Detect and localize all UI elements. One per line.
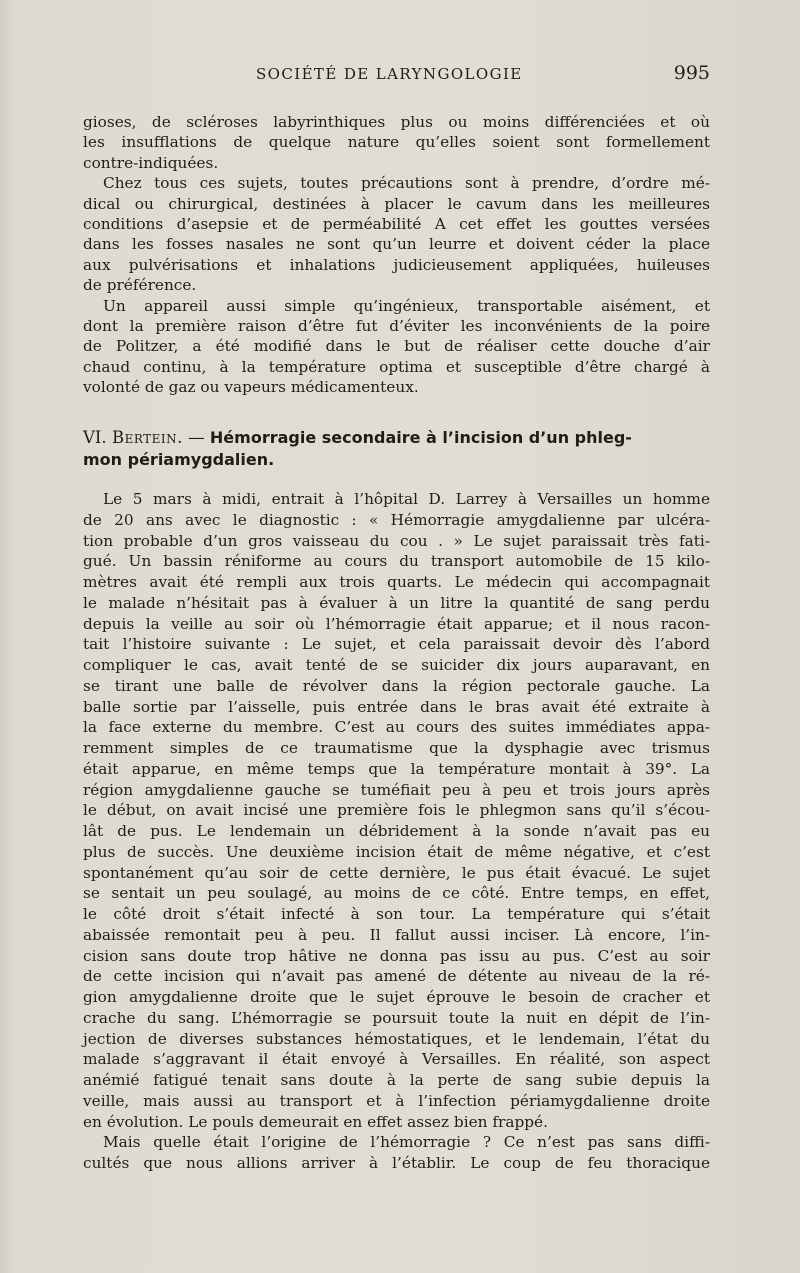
text-line: gion amygdalienne droite que le sujet éprouve le besoin de cracher et [83,988,710,1006]
text-line: aux pulvérisations et inhalations judicieusement appliquées, huileuses [83,255,710,274]
text-line: anémié fatigué tenait sans doute à la perte de sang subie depuis la [83,1071,710,1089]
text-line: crache du sang. L’hémorragie se poursuit toute la nuit en dépit de l’in- [83,1008,710,1027]
text-line: était apparue, en même temps que la température montait à 39°. La [83,759,710,778]
text-line: les insufflations de quelque nature qu’elles soient sont formellement [83,133,710,152]
text-line: Mais quelle était l’origine de l’hémorragie ? Ce n’est pas sans diffi- [103,1133,710,1152]
text-line: jection de diverses substances hémostatiques, et le lendemain, l’état du [83,1029,710,1048]
text-line: le début, on avait incisé une première fois le phlegmon sans qu’il s’écou- [83,801,710,820]
text-line: gué. Un bassin réniforme au cours du transport automobile de 15 kilo- [83,552,710,571]
text-line: mètres avait été rempli aux trois quarts. Le médecin qui accompagnait [83,573,710,591]
section-author: Bertein. [111,428,183,447]
text-line: conditions d’asepsie et de perméabilité A cet effet les gouttes versées [83,214,710,233]
text-line: se sentait un peu soulagé, au moins de ce côté. Entre temps, en effet, [83,884,710,903]
text-line: gioses, de scléroses labyrinthiques plus ou moins différenciées et où [83,113,710,131]
text-line: de cette incision qui n’avait pas amené de détente au niveau de la ré- [83,967,710,986]
text-line: le malade n’hésitait pas à évaluer à un litre la quantité de sang perdu [83,593,710,612]
text-line: tait l’histoire suivante : Le sujet, et cela paraissait devoir dès l’abord [83,635,710,654]
text-line: compliquer le cas, avait tenté de se suicider dix jours auparavant, en [83,656,710,674]
body-text [83,489,710,1174]
text-line: dical ou chirurgical, destinées à placer le cavum dans les meilleures [83,194,710,213]
text-line: le côté droit s’était infecté à son tour. La température qui s’était [83,905,710,923]
text-line: depuis la veille au soir où l’hémorragie était apparue; et il nous racon- [83,614,710,633]
text-line: veille, mais aussi au transport et à l’infection périamygdalienne droite [83,1091,710,1110]
text-line: chaud continu, à la température optima et susceptible d’être chargé à [83,357,710,376]
section-heading-line [83,427,710,449]
text-line: spontanément qu’au soir de cette dernière, le pus était évacué. Le sujet [83,863,710,882]
text-line: la face externe du membre. C’est au cours des suites immédiates appa- [83,718,710,737]
section-heading [83,427,710,471]
text-line: cultés que nous allions arriver à l’établir. Le coup de feu thoracique [83,1154,710,1172]
text-line: de 20 ans avec le diagnostic : « Hémorragie amygdalienne par ulcéra- [83,510,710,529]
text-line: de Politzer, a été modifié dans le but de réaliser cette douche d’air [83,337,710,356]
text-line: Le 5 mars à midi, entrait à l’hôpital D. Larrey à Versailles un homme [103,490,710,508]
text-line: tion probable d’un gros vaisseau du cou . » Le sujet paraissait très fati- [83,531,710,550]
text-line: malade s’aggravant il était envoyé à Versailles. En réalité, son aspect [83,1050,710,1069]
section-dash: — [188,428,205,447]
text-line: dans les fosses nasales ne sont qu’un leurre et doivent céder la place [83,235,710,254]
text-line: abaissée remontait peu à peu. Il fallut aussi inciser. Là encore, l’in- [83,925,710,944]
text-line: remment simples de ce traumatisme que la dysphagie avec trismus [83,739,710,757]
text-line: en évolution. Le pouls demeurait en effet assez bien frappé. [83,1112,548,1131]
text-line: Un appareil aussi simple qu’ingénieux, transportable aisément, et [103,296,710,315]
text-line: lât de pus. Le lendemain un débridement à la sonde n’avait pas eu [83,822,710,840]
text-line: plus de succès. Une deuxième incision était de même négative, et c’est [83,842,710,861]
running-title: SOCIÉTÉ DE LARYNGOLOGIE [256,65,523,83]
section-number: VI. [83,428,107,447]
text-line: dont la première raison d’être fut d’éviter les inconvénients de la poire [83,316,710,335]
intro-text [83,112,710,397]
section-title-part2: mon périamygdalien. [83,450,275,469]
text-line: volonté de gaz ou vapeurs médicamenteux. [83,378,419,397]
text-line: de préférence. [83,276,197,295]
text-line: cision sans doute trop hâtive ne donna pas issu au pus. C’est au soir [83,946,710,965]
text-line: se tirant une balle de révolver dans la région pectorale gauche. La [83,676,710,695]
text-line: région amygdalienne gauche se tuméfiait peu à peu et trois jours après [83,780,710,799]
section-heading-line [83,449,710,471]
page-header [83,63,710,93]
section-title-part1: Hémorragie secondaire à l’incision d’un phleg- [209,428,632,447]
text-line: Chez tous ces sujets, toutes précautions sont à prendre, d’ordre mé- [103,174,710,193]
text-line: balle sortie par l’aisselle, puis entrée dans le bras avait été extraite à [83,697,710,716]
page-number: 995 [673,62,710,84]
text-line: contre-indiquées. [83,153,219,172]
